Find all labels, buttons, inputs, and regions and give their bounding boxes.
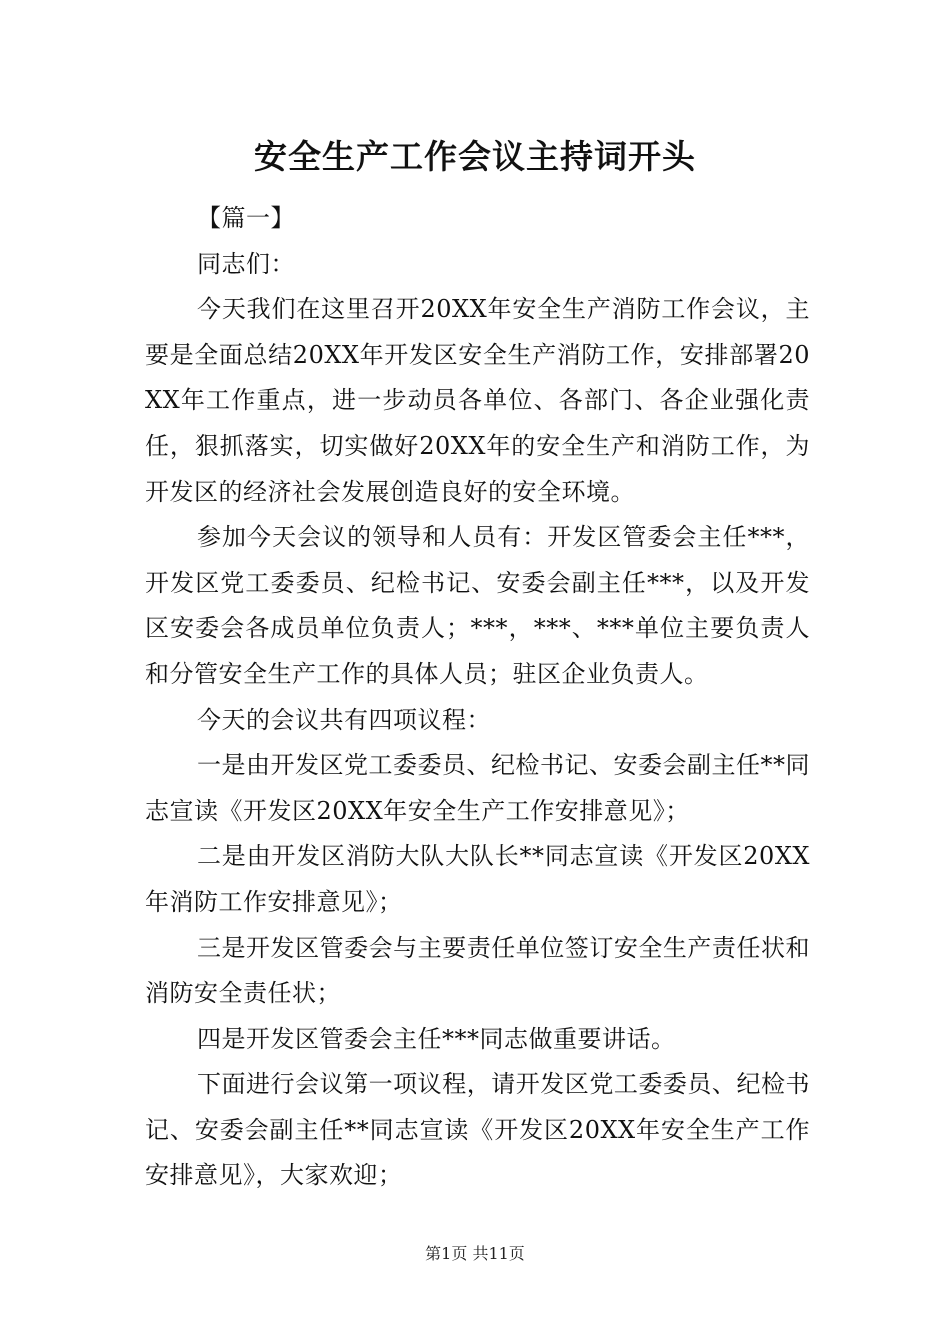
document-title: 安全生产工作会议主持词开头 <box>254 137 696 176</box>
paragraph-opening: 今天我们在这里召开20XX年安全生产消防工作会议，主要是全面总结20XX年开发区安全生产消防工作，安排部署20XX年工作重点，进一步动员各单位、各部门、各企业强化责任，狠抓落实，切实做好20XX年的安全生产和消防工作，为开发区的经济社会发展创造良好的安全环境。 <box>145 295 810 506</box>
agenda-item-1: 一是由开发区党工委委员、纪检书记、安委会副主任**同志宣读《开发区20XX年安全生产工作安排意见》； <box>145 751 810 825</box>
section-heading: 【篇一】 <box>197 204 295 232</box>
agenda-item-4: 四是开发区管委会主任***同志做重要讲话。 <box>197 1024 676 1053</box>
page-footer: 第1页 共11页 <box>425 1244 525 1263</box>
paragraph-first-item: 下面进行会议第一项议程，请开发区党工委委员、纪检书记、安委会副主任**同志宣读《开发区20XX年安全生产工作安排意见》，大家欢迎； <box>145 1070 810 1190</box>
document-body <box>145 196 810 1199</box>
paragraph-attendees: 参加今天会议的领导和人员有：开发区管委会主任***，开发区党工委委员、纪检书记、安委会副主任***，以及开发区安委会各成员单位负责人；***，***、***单位主要负责人和分管安全生产工作的具体人员；驻区企业负责人。 <box>145 523 810 688</box>
agenda-item-2: 二是由开发区消防大队大队长**同志宣读《开发区20XX年消防工作安排意见》； <box>145 842 810 916</box>
paragraph-agenda-intro: 今天的会议共有四项议程： <box>197 705 491 734</box>
salutation: 同志们： <box>197 249 295 278</box>
agenda-item-3: 三是开发区管委会与主要责任单位签订安全生产责任状和消防安全责任状； <box>145 933 810 1008</box>
